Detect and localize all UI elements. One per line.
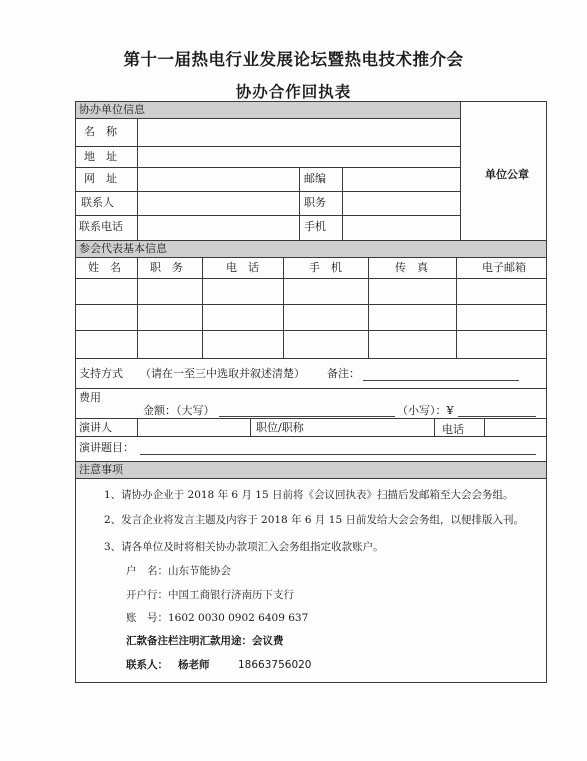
- support-instruction: （请在一至三中选取并叙述清楚）: [140, 367, 305, 380]
- position-label: 职务: [304, 196, 326, 209]
- unit-section-header: 协办单位信息: [79, 103, 145, 116]
- job-title-label: 职位/职称: [256, 421, 304, 434]
- speaker-label: 演讲人: [79, 421, 112, 434]
- remark-field: [363, 380, 519, 381]
- grid-line: [137, 118, 138, 240]
- postcode-label: 邮编: [304, 172, 326, 185]
- amount-upper-field: [219, 416, 395, 417]
- table-right-border: [546, 101, 547, 683]
- grid-line: [75, 118, 460, 119]
- grid-line: [75, 278, 547, 279]
- grid-line: [75, 257, 547, 258]
- note-item-1: 1、请协办企业于 2018 年 6 月 15 日前将《会议回执表》扫描后发邮箱至大会会务组。: [104, 489, 514, 501]
- grid-line: [75, 304, 547, 305]
- grid-line: [460, 101, 461, 240]
- account-name: 户 名：山东节能协会: [126, 565, 231, 577]
- grid-line: [299, 167, 300, 240]
- grid-line: [75, 358, 547, 359]
- amount-lower-field: [458, 416, 536, 417]
- grid-line: [484, 418, 485, 436]
- column-header-position: 职 务: [150, 261, 183, 274]
- table-bottom-border: [75, 682, 547, 683]
- contact-person-phone: 18663756020: [238, 659, 312, 671]
- column-header-fax: 传 真: [395, 261, 428, 274]
- grid-line: [283, 257, 284, 358]
- column-header-name: 姓 名: [88, 261, 121, 274]
- table-top-border: [75, 101, 547, 102]
- grid-line: [434, 418, 435, 436]
- grid-line: [75, 330, 547, 331]
- contact-person-label: 联系人：: [126, 659, 168, 671]
- column-header-email: 电子邮箱: [482, 261, 526, 274]
- grid-line: [368, 257, 369, 358]
- grid-line: [137, 257, 138, 358]
- grid-line: [456, 257, 457, 358]
- contact-label: 联系人: [81, 196, 114, 209]
- grid-line: [342, 167, 343, 240]
- topic-field: [140, 454, 536, 455]
- grid-line: [75, 418, 547, 419]
- notes-section-header: 注意事项: [79, 463, 123, 476]
- table-left-border: [75, 101, 76, 683]
- amount-upper-label: 金额：（大写）: [143, 404, 215, 417]
- phone-label: 联系电话: [79, 220, 123, 233]
- grid-line: [75, 461, 547, 462]
- grid-line: [75, 388, 547, 389]
- grid-line: [75, 191, 460, 192]
- grid-line: [137, 418, 138, 436]
- note-item-2: 2、发言企业将发言主题及内容于 2018 年 6 月 15 日前发给大会会务组，以便排版入刊。: [104, 514, 524, 526]
- contact-person-name: 杨老师: [178, 659, 210, 671]
- column-header-mobile: 手 机: [309, 261, 342, 274]
- grid-line: [75, 167, 460, 168]
- address-label: 地 址: [84, 150, 117, 163]
- document-subtitle: 协办合作回执表: [235, 82, 352, 101]
- mobile-label: 手机: [304, 220, 326, 233]
- support-label: 支持方式: [79, 367, 123, 380]
- seal-label: 单位公章: [485, 168, 529, 181]
- name-label: 名 称: [84, 125, 117, 138]
- grid-line: [75, 478, 547, 479]
- remit-note: 汇款备注栏注明汇款用途：会议费: [126, 635, 284, 647]
- grid-line: [75, 240, 547, 241]
- column-header-phone: 电 话: [226, 261, 259, 274]
- remark-label: 备注：: [327, 367, 360, 380]
- notes-section-header-bar: [75, 461, 547, 478]
- grid-line: [75, 215, 460, 216]
- rep-section-header: 参会代表基本信息: [79, 242, 167, 255]
- grid-line: [250, 418, 251, 436]
- grid-line: [202, 257, 203, 358]
- speaker-phone-label: 电话: [442, 423, 464, 436]
- document-title: 第十一届热电行业发展论坛暨热电技术推介会: [123, 50, 464, 69]
- fee-label: 费用: [79, 391, 101, 404]
- account-number: 账 号：1602 0030 0902 6409 637: [126, 612, 309, 624]
- website-label: 网 址: [84, 172, 117, 185]
- amount-lower-label: （小写）：¥: [397, 404, 454, 417]
- grid-line: [75, 436, 547, 437]
- bank-name: 开户行：中国工商银行济南历下支行: [126, 589, 294, 601]
- note-item-3: 3、请各单位及时将相关协办款项汇入会务组指定收款账户。: [104, 541, 384, 553]
- topic-label: 演讲题目：: [79, 441, 134, 454]
- grid-line: [75, 146, 460, 147]
